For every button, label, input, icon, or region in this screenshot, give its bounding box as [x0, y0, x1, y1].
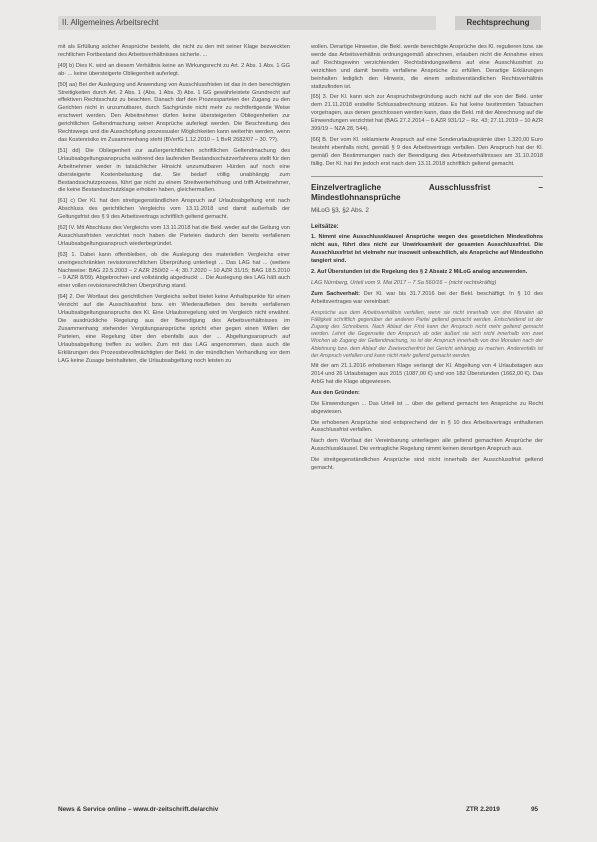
- sachverhalt-label: Zum Sachverhalt:: [311, 290, 360, 297]
- gruende-label: Aus den Gründen:: [311, 389, 360, 396]
- running-header-section: II. Allgemeines Arbeitsrecht: [58, 16, 436, 30]
- footer-link-text: News & Service online – www.dr-zeitschrift.de/archiv: [58, 806, 219, 813]
- page-number: 95: [531, 806, 539, 813]
- paragraph: Die Einwendungen ... Das Urteil ist ... über die geltend gemacht ten Ansprüche zu Recht abgewiesen.: [311, 400, 543, 415]
- paragraph: [65] 3. Der Kl. kann sich zur Anspruchsbegründung auch nicht auf die von der Bekl. unter dem 21.11.2018 erstellte Schlussabrechnung stützen. Es hat keine bestimmten Tatsachen vorgetragen, aus denen geschlossen werden kann, dass die Bekl. mit der Abrechnung auf die Einwendungen verzichtet hat (BAG 27.2.2014 – 6 AZR 931/12 – Rz. 43; 27.11.2019 – 10 AZR 399/19 – NZA 28, 544).: [311, 94, 543, 133]
- paragraph: Nach dem Wortlaut der Vereinbarung unterliegen alle geltend gemachten Ansprüche der Ausschlussklausel. Die vertragliche Regelung nimmt keinen derartigen Anspruch aus.: [311, 438, 543, 453]
- leitsatz: 1. Nimmt eine Ausschlussklausel Ansprüche wegen des gesetzlichen Mindestlohns nicht aus, führt dies nicht zur Unwirksamkeit der gesamten Ausschlussfrist. Die Ausschlussfrist ist vielmehr nur insoweit unbeachtlich, als Ansprüche auf Mindestlohn tangiert sind.: [311, 234, 543, 265]
- right-column: [311, 44, 543, 476]
- paragraph: mit als Erfüllung solcher Ansprüche besteht, die nicht zu den mit seiner Klage bezweckten rechtlichen Fortbestand des Arbeitsverhältnisses sicherte. ...: [58, 44, 290, 58]
- paragraph: [62] IV. Mit Abschluss des Vergleichs vom 13.11.2018 hat die Bekl. weder auf die Geltung von Ausschlussfristen verzichtet noch haben die Parteien dadurch den bereits verfallenen Urlaubsabgeltungsanspruch wiederbegründet.: [58, 225, 290, 247]
- article-law-reference: MiLoG §3, §2 Abs. 2: [311, 206, 369, 214]
- running-header-category: Rechtsprechung: [455, 16, 541, 30]
- paragraph: Die erhobenen Ansprüche sind entsprechend der in § 10 des Arbeitsvertrags enthaltenen Ausschlussfrist verfallen.: [311, 419, 543, 434]
- paragraph: [64] 2. Der Wortlaut des gerichtlichen Vergleichs selbst bietet keine Anhaltspunkte für einen Verzicht auf die Ausschlussfrist bzw. ein Wiederaufleben des bereits verfallenen Urlaubsabgeltungsanspruchs des Kl. Eine Urlaubsregelung wird im Vergleich nicht erwähnt. Die ausdrückliche Regelung aus der Beendigung des Arbeitsverhältnisses im Zusammenhang stehender Vergütungsansprüche spricht eher gegen einen Willen der Parteien, eine Regelung über den ebenfalls aus der ... Abgeltungsanspruch auf Urlaubsabgeltung treffen zu wollen. Zum mit das LAG angenommen, dass auch die Erklärungen des Prozessbevollmächtigten der Bekl. in der mündlichen Verhandlung vor dem LAG keine Zusage beinhalteten, die Urlaubsabgeltung noch leisten zu: [58, 294, 290, 364]
- leitsatz: 2. Auf Überstunden ist die Regelung des § 2 Absatz 2 MiLoG analog anzuwenden.: [311, 269, 528, 276]
- article-title: Einzelvertragliche Ausschlussfrist – Mindestlohnansprüche: [311, 182, 543, 202]
- paragraph: [50] aa) Bei der Auslegung und Anwendung von Ausschlussfristen ist das in den berechtigten Streitigkeiten durch Art. 2 Abs. 1 (Abs. 1 Abs. 3) Abs. 1 GG gewährleistete Grundrecht auf effektiven Rechtsschutz zu beachten. Danach darf den Prozessparteien der Zugang zu den Gerichten nicht in unzumutbarer, durch Sachgründe nicht mehr zu rechtfertigende Weise erschwert werden. Den Arbeitnehmer dürfen keine übersteigerten Obliegenheiten zur gerichtlichen Geltendmachung seiner Ansprüche auferlegt werden. Die Beschreitung des Rechtswegs und die Ausschöpfung prozessualer Möglichkeiten kann weiterhin werden, wenn das Kostenrisiko im Zusammenhang steht (BVerfG 1.12.2010 – 1 BvR 2682/07 – 30. ??).: [58, 81, 290, 143]
- contract-quote: Ansprüche aus dem Arbeitsverhältnis verfallen, wenn sie nicht innerhalb von drei Monaten ab Fälligkeit schriftlich gegenüber der anderen Partei geltend gemacht werden. Entscheidend ist der Zugang des Schreibens. Nach Ablauf der Frist kann der Anspruch nicht mehr geltend gemacht werden. Lehnt die Gegenseite den Anspruch ab oder äußert sie sich nicht innerhalb von zwei Wochen ab Zugang der Geltendmachung, so ist der Anspruch innerhalb von drei Monaten nach der Ablehnung bzw. dem Ablauf der Zweiwochenfrist bei Gericht anhängig zu machen. Anderenfalls ist der Anspruch verfallen und kann nicht mehr geltend gemacht werden.: [311, 309, 543, 359]
- paragraph: [66] B. Der vom Kl. reklamierte Anspruch auf eine Sonderurlaubsprämie über 1.320,00 Euro besteht ebenfalls nicht, gemäß § 9 des Arbeitsvertrags verfallen. Den Anspruch hat der Kl. gemäß den Bestimmungen nach der Beendigung des Arbeitsverhältnisses am 31.10.2018 fällig. Der Kl. hat ihn jedoch erst nach dem 13.11.2018 schriftlich geltend gemacht.: [311, 136, 543, 167]
- paragraph: [63] 1. Dabei kann offenbleiben, ob die Auslegung des materiellen Vergleichs einer uneingeschränkten revisionsrechtlichen Überprüfung unterliegt ... Das LAG hat ... (weitere Nachweise: BAG 22.5.2003 – 2 AZR 250/02 – 4; 30.7.2020 – 10 AZR 31/15; BAG 18.5.2010 – 9 AZR 8/09). Abgebrochen und vollständig abgedruckt ... Die Auslegung des LAG hält auch einer vollen revisionsrechtlichen Überprüfung stand.: [58, 251, 290, 290]
- section-divider: [311, 176, 543, 177]
- paragraph: Die streitgegenständlichen Ansprüche sind nicht innerhalb der Ausschlussfrist geltend gemacht.: [311, 457, 543, 472]
- paragraph: [61] c) Der Kl. hat den streitgegenständlichen Anspruch auf Urlaubsabgeltung erst nach Abschluss des gerichtlichen Vergleichs vom 13.11.2018 und damit außerhalb der Geltungsfrist des § 9 des Arbeitsvertrags schriftlich geltend gemacht.: [58, 198, 290, 221]
- paragraph: Mit der am 21.1.2016 erhobenen Klage verlangt der Kl. Abgeltung von 4 Urlaubstagen aus 2014 und 26 Urlaubstagen aus 2015 (1087,00 €) und von 182 Überstunden (1662,00 €). Das ArbG hat die Klage abgewiesen.: [311, 363, 543, 385]
- paragraph: [51] dd) Die Obliegenheit zur außergerichtlichen schriftlichen Geltendmachung des Urlaubsabgeltungsanspruchs während des laufenden Bestandsschutzverfahrens stellt für den Arbeitnehmer weder in tatsächlicher Hinsicht unzumutbaren Hürden auf noch eine übersteigerte Kostenbelastung dar. Sie bedarf völlig unabhängig zum Bestandsschutzprozess, führt gar nicht zu einem Streitwerterhöhung und trifft Arbeitnehmer, die keine Bestandsschutzklage erhoben haben, gleichermaßen.: [58, 147, 290, 194]
- leitsaetze-heading: Leitsätze:: [311, 223, 339, 230]
- paragraph: [49] b) Dies K. wird an diesem Verhältnis keine an Wirkungsrecht zu Art. 2 Abs. 1 Abs. 1 GG ab- ... keine übersteigerte Obliegenheit auferlegt.: [58, 62, 290, 77]
- left-column: [58, 44, 290, 368]
- footer-journal: ZTR 2.2019: [466, 806, 500, 813]
- sachverhalt-text: Der Kl. war bis 31.7.2016 bei der Bekl. beschäftigt. In § 10 des Arbeitsvertrages war vereinbart:: [311, 290, 543, 305]
- court-citation: LAG Nürnberg, Urteil vom 9. Mai 2017 – 7 Sa 560/16 – (nicht rechtskräftig): [311, 279, 497, 286]
- paragraph: wollen. Derartige Hinweise, die Bekl. werde berechtigte Ansprüche des Kl. regulieren bzw. sie werde das Arbeitsverhältnis ordnungsgemäß abrechnen, erlauben nicht die Annahme eines auf Rechtsgewinn verzichtenden Rechtsbindungswillens auf eine Ausschlussfrist zu verzichten und damit bereits verfallene Ansprüche zu erfüllen. Derartige Erklärungen beinhalten lediglich den Hinweis, die einem selbstverständlichen Rechtsverhältnis stattzufinden ist.: [311, 44, 543, 90]
- sachverhalt: [311, 291, 543, 307]
